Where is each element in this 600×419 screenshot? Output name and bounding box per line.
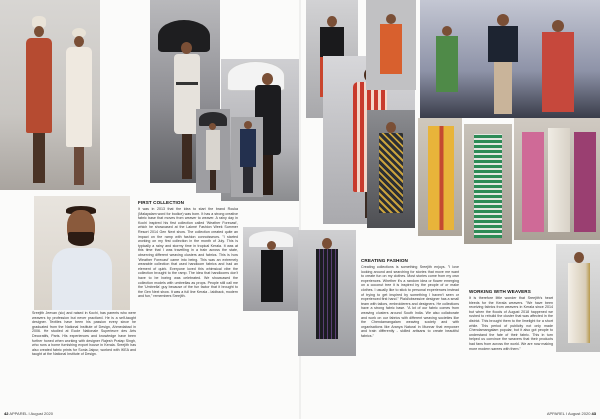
left-footer-text: APPAREL I August 2020 bbox=[9, 411, 53, 416]
page-gutter bbox=[299, 0, 301, 419]
photo-saree-green bbox=[464, 124, 512, 244]
left-footer bbox=[4, 411, 53, 416]
photo-model-black-outfit-umbrella bbox=[243, 227, 299, 311]
creating-fashion-body: Creating collections is something Sreejith enjoys. "I love looking around and searching for stories that move me want to create fun on my clothes. Most stories come from my own experiences. Whether it's a random idea or flower emerging on a coconut tree it is inspired by the people of or make clothes. I usually like to stick to personal experiences instead of trying to get inspired by something I haven't seen or experienced first hand." Plaid/obsessive designer has a small team with tailors, embroiderers and designers. He collections have a strong fabric base. "A lot of our fabric comes from weaving clusters around South India. We also collaborate and work on our fabrics with different weaving societies like the Chendamangalam weaving society and with organisations like Aranya Natural in Munnar that empower and train differently - skilled artisans to create beautiful fabrics." bbox=[361, 265, 459, 338]
photo-models-white-hats bbox=[0, 0, 100, 190]
photo-model-white-saree bbox=[556, 244, 600, 352]
first-collection-body: It was in 2013 that the idea to start the brand Rouka (Malayalam word for bodice) was born. It has a strong creative fabric base that moves from weaver to weaver. A rainy day in Kochi inspired his first collection called 'Weather Forecast', which he showcased at the Lakmé Fashion Week Summer Resort 2014 Gen Next show. The collection created quite an impact on the ramp with fashion connoisseurs. "I started working on my first collection in the month of July. This is typically a rainy and stormy time in tropical Kerala. It was at this time that I was travelling in a train across the state, observing different weaving clusters and fabrics. This is how 'Weather Forecast' came into being. This was an extremely wearable collection that used handloom fabrics and had an element of quirk. Everyone loved this whimsical vibe the collection brought to the ramp. The idea that handlooms don't have to be boring was celebrated. We showcased the collection models with umbrellas as props. People still call me the 'Umbrella' guy because of the fun factor that it brought to the Gen Next show. It was a full line Kerala - laidback, modern and fun," remembers Sreejith. bbox=[138, 207, 238, 299]
working-with-weavers-body: It is therefore little wonder that Sreejith's heart bleeds for the Kerala weavers. "We have been receiving fabrics from weavers in Kerala since 2014 but when the floods of August 2018 happened we rushed to rebuild the cluster that was affected in the district. This brought them to the limelight for a short while. This period of publicity not only made Chendamangalam popular, but it also got people to understand the fate of their fabric. This in turn helped us convince the weavers that their products had fans from across the world. We are now making more modern sarees with them." bbox=[469, 296, 553, 351]
right-footer bbox=[547, 411, 596, 416]
photo-runway-models bbox=[420, 0, 600, 118]
photo-sarees-pink bbox=[514, 118, 600, 240]
photo-saree-yellow bbox=[418, 118, 462, 236]
right-page-number: 43 bbox=[591, 411, 596, 416]
photo-model-yellow-check bbox=[367, 110, 415, 228]
photo-model-orange-dress bbox=[366, 0, 416, 90]
working-with-weavers-heading: WORKING WITH WEAVERS bbox=[469, 289, 531, 294]
first-collection-heading: FIRST COLLECTION bbox=[138, 200, 185, 205]
right-footer-text: APPAREL I August 2020 bbox=[546, 411, 591, 416]
designer-bio-caption: Sreejith Jeevan (sic) and raised in Kochi, has parents who were weavers by profession but never practiced. He is a self-taught designer. Textiles have been his passion every since he graduated from the National Institute of Design, Ahmedabad in 2006. He studied at Ecole Nationale Superieure des Arts Decoratifs, Paris. His experiences and knowledge have been further honed when working with designer Rajesh Pratap Singh, who runs a home furnishing export house in Kerala. Sreejith has also created fabric prints for Sonia Jaipur, worked with IKEA and taught at the National Institute of Design. bbox=[32, 311, 136, 357]
photo-male-model-navy bbox=[231, 117, 263, 197]
left-page-number: 42 bbox=[4, 411, 9, 416]
photo-model-gray-umbrella bbox=[196, 109, 230, 193]
photo-designer-portrait bbox=[34, 196, 130, 310]
creating-fashion-heading: CREATING FASHION bbox=[361, 258, 408, 263]
photo-model-dark-stripes bbox=[298, 230, 356, 356]
